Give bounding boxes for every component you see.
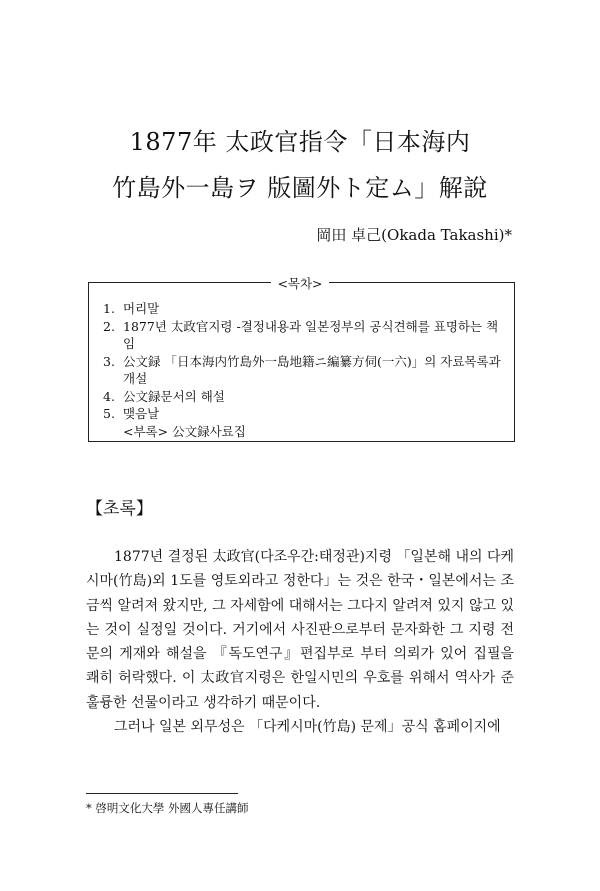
toc-item-number: 1. — [103, 301, 115, 316]
paper-title-line-2: 竹島外一島ヲ 版圖外ト定ム」解說 — [112, 174, 488, 202]
toc-item — [103, 388, 503, 406]
toc-item — [103, 300, 503, 318]
abstract-heading: 【초록】 — [86, 499, 153, 519]
toc-item-text: 公文録 「日本海内竹島外一島地籍ニ編纂方伺(一六)」의 자료목록과 개설 — [123, 353, 501, 386]
paper-title-line-1: 1877年 太政官指令「日本海内 — [129, 128, 471, 156]
toc-item-number: 2. — [103, 318, 115, 334]
toc-item — [103, 318, 503, 353]
toc-item-text: 1877년 太政官지령 -결정내용과 일본정부의 공식견해를 표명하는 책임 — [123, 318, 499, 351]
footnote-divider — [86, 793, 238, 794]
toc-item-number: 3. — [103, 353, 115, 369]
toc-item-text: 머리말 — [123, 301, 160, 316]
toc-item-text: 公文録문서의 해설 — [123, 388, 225, 404]
toc-item — [103, 353, 503, 388]
toc-item-number: 4. — [103, 388, 115, 404]
toc-item — [103, 405, 503, 423]
toc-list — [103, 300, 503, 440]
abstract-paragraph: 1877년 결정된 太政官(다조우간:태정관)지령 「일본해 내의 다케시마(竹島)외 1도를 영토외라고 정한다」는 것은 한국・일본에서는 조금씩 알려져 왔지만, 그 자세함에 대해서는 그다지 알려져 있지 않고 있는 것이 실정일 것이다. 거기에서 사진판으로부터 문자화한 그 지령 전문의 게재와 해설을 『독도연구』편집부로 부터 의뢰가 있어 집필을 쾌히 허락했다. 이 太政官지령은 한일시민의 우호를 위해서 역사가 준 훌륭한 선물이라고 생각하기 때문이다. — [86, 549, 514, 711]
toc-item-text: 맺음날 — [123, 406, 160, 421]
abstract-body — [86, 545, 514, 739]
toc-item-number: 5. — [103, 406, 115, 421]
toc-heading — [0, 274, 600, 292]
footnote: * 啓明文化大學 外國人專任講師 — [86, 801, 249, 815]
author-name: 岡田 卓己(Okada Takashi)* — [316, 226, 512, 244]
abstract-paragraph: 그러나 일본 외무성은 「다케시마(竹島) 문제」공식 홈페이지에 — [114, 719, 501, 736]
toc-appendix: <부록> 公文録사료집 — [123, 423, 246, 439]
toc-heading-label: <목차> — [271, 276, 328, 291]
